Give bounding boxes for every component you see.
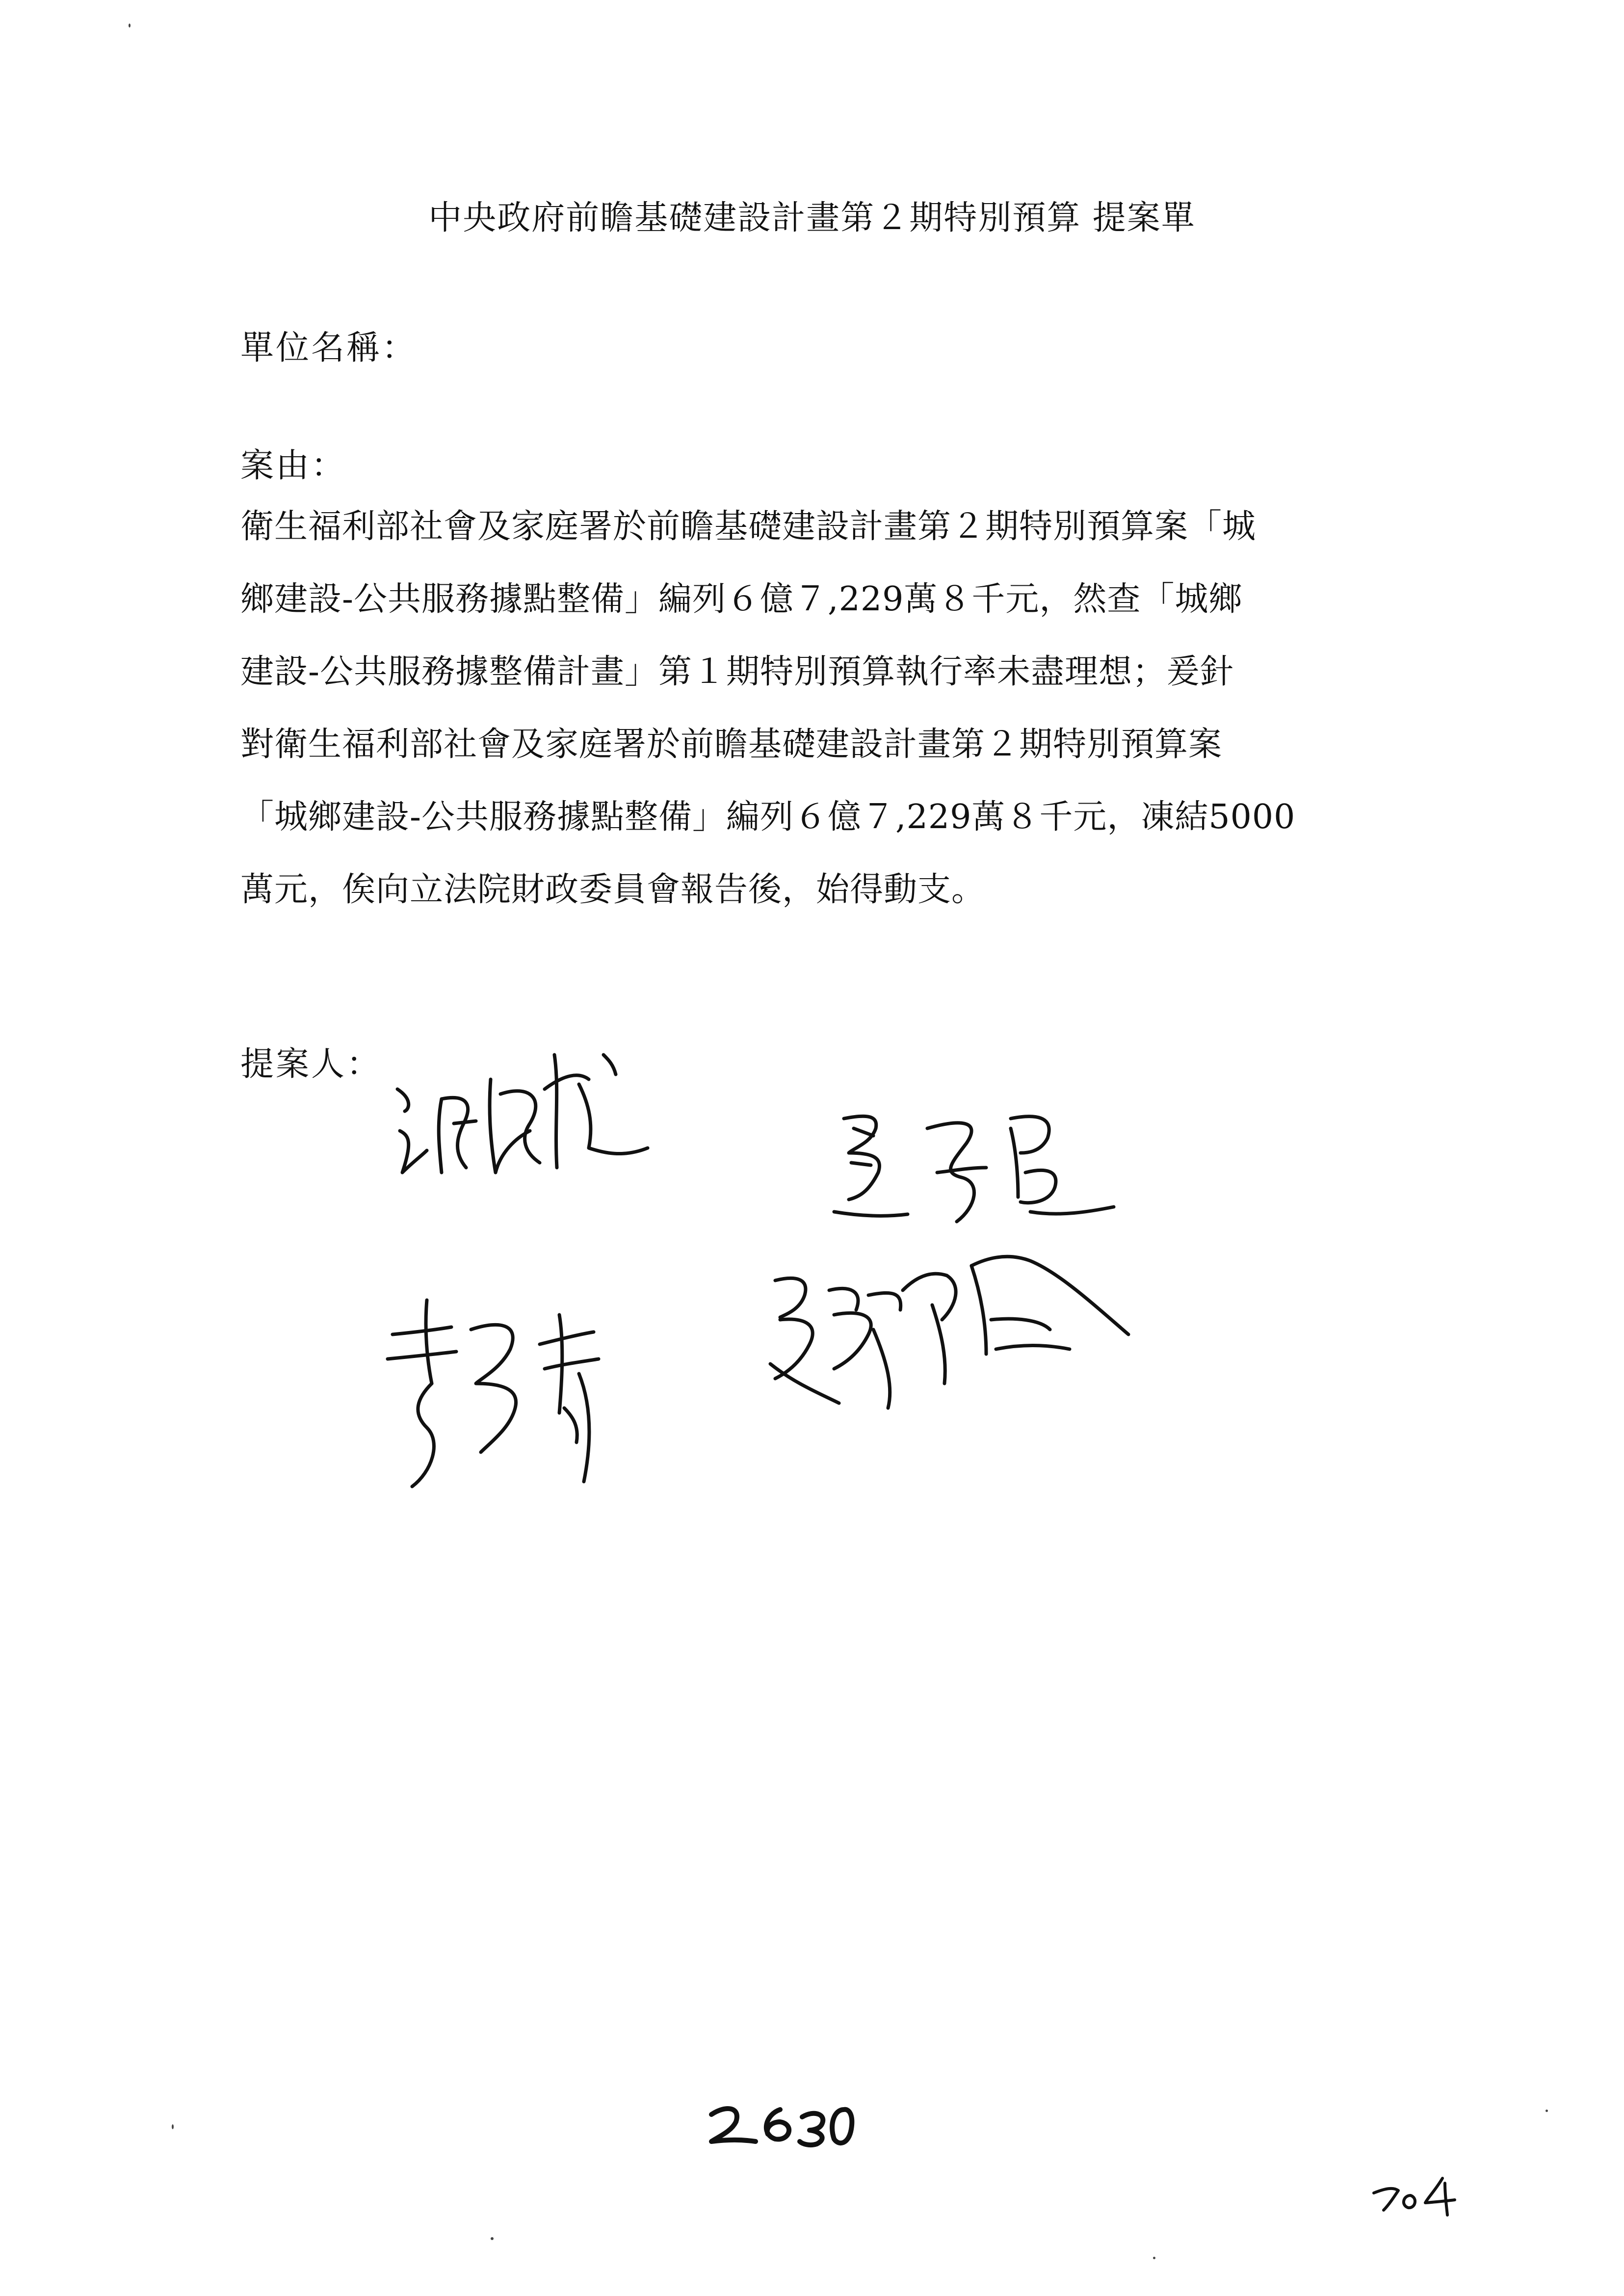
handwritten-corner-number (1364, 2168, 1462, 2219)
signature-1 (383, 1025, 697, 1202)
reason-line: 衛生福利部社會及家庭署於前瞻基礎建設計畫第２期特別預算案「城 (240, 507, 1257, 546)
signature-2 (824, 1099, 1128, 1246)
reason-body (240, 491, 1388, 926)
reason-line: 對衛生福利部社會及家庭署於前瞻基礎建設計畫第２期特別預算案 (240, 725, 1223, 764)
scan-speck (172, 2124, 174, 2129)
proposer-label: 提案人： (240, 1045, 382, 1084)
signature-4 (756, 1246, 1187, 1433)
scan-speck (1545, 2110, 1548, 2112)
reason-line: 萬元，俟向立法院財政委員會報告後，始得動支。 (240, 870, 986, 909)
document-title: 中央政府前瞻基礎建設計畫第２期特別預算 提案單 (428, 199, 1196, 237)
scan-speck (491, 2237, 494, 2240)
scan-speck (129, 24, 131, 27)
unit-name-label: 單位名稱： (240, 329, 418, 367)
reason-line: 建設-公共服務據整備計畫」第１期特別預算執行率未盡理想；爰針 (240, 652, 1234, 691)
reason-line: 鄉建設-公共服務據點整備」編列６億７,229萬８千元，然查「城鄉 (240, 580, 1243, 619)
reason-line: 「城鄉建設-公共服務據點整備」編列６億７,229萬８千元，凍結5000 (240, 798, 1296, 836)
signature-3 (373, 1285, 687, 1501)
scan-speck (1153, 2257, 1155, 2259)
handwritten-page-number (702, 2095, 859, 2156)
reason-label: 案由： (240, 446, 347, 485)
